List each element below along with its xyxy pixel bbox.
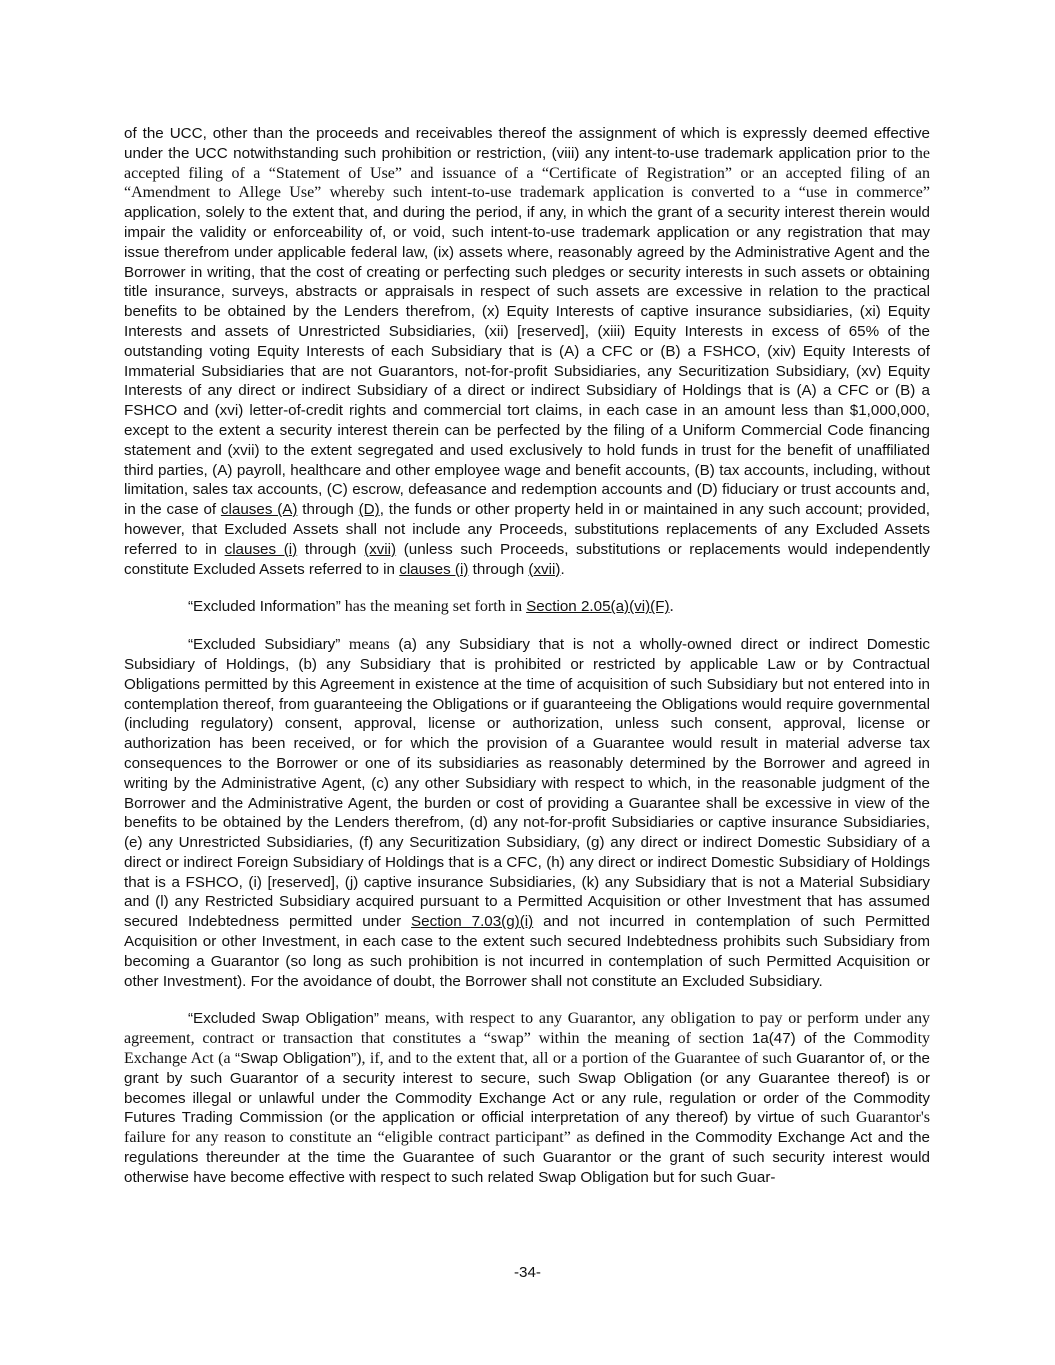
defined-term: “Excluded Information” (188, 598, 341, 616)
text: 1a(47) of the (751, 1030, 854, 1048)
text: . (560, 560, 565, 578)
clause-reference: clauses (i) (224, 540, 298, 558)
clause-reference: clauses (A) (220, 501, 298, 519)
paragraph-excluded-swap-obligation (124, 1009, 930, 1187)
text: through (297, 540, 365, 558)
text: through (468, 560, 529, 578)
text: , the funds or other property held in or maintained in any such account; provided, however, that Excluded Assets shall not include any Proceeds, substitutions replacements of any Excluded Assets referred to in (124, 501, 931, 558)
clause-reference: clauses (i) (399, 560, 469, 578)
text: Commodity Exchange Act (a (124, 1030, 931, 1068)
text: of the UCC, other than the proceeds and receivables thereof the assignment of which is expressly deemed effective under the UCC notwithstanding such prohibition or restriction, (viii) any intent-to-use trademark application prior to (124, 125, 930, 162)
section-reference: Section 7.03(g)(i) (411, 913, 534, 931)
text: has the meaning set forth in (340, 598, 527, 616)
text: such Guarantor's failure for any reason to constitute an “eligible contract participant” as (124, 1109, 930, 1147)
clause-reference: (xvii) (364, 540, 397, 558)
text: means (340, 636, 399, 654)
text: through (297, 501, 359, 519)
text: means, with respect to any Guarantor, any obligation to pay or perform under any agreement, contract or transaction that constitutes a “swap” within the meaning of section (124, 1010, 930, 1048)
text: defined in the Commodity Exchange Act and the regulations thereunder at the time the Guarantee of such Guarantor or the grant of such security interest would otherwise have become effective with respect to such related Swap Obligation but for such Guar- (124, 1129, 930, 1186)
defined-term: “Excluded Swap Obligation” (188, 1010, 379, 1028)
clause-reference: (D) (358, 501, 380, 519)
paragraph-excluded-assets-continued (124, 124, 930, 579)
text: . (669, 598, 674, 616)
text: (unless such Proceeds, substitutions or replacements would independently constitute Excluded Assets referred to in (124, 540, 930, 578)
text: ), if, and to the extent that, all or a portion of the Guarantee of such (356, 1050, 797, 1068)
section-reference: Section 2.05(a)(vi)(F) (526, 598, 670, 616)
clause-reference: (xvii) (528, 560, 561, 578)
paragraph-excluded-subsidiary (124, 635, 930, 991)
text: and not incurred in contemplation of such Permitted Acquisition or other Investment, in each case to the extent such secured Indebtedness prohibits such Subsidiary from becoming a Guarantor (so long as such prohibition is not incurred in contemplation of such Permitted Acquisition or other Investment). For the avoidance of doubt, the Borrower shall not constitute an Excluded Subsidiary. (124, 913, 930, 990)
text: application, solely to the extent that, and during the period, if any, in which the grant of a security interest therein would impair the validity or enforceability of, or void, such intent-to-use trademark application or any registration that may issue therefrom under applicable federal law, (ix) assets where, reasonably agreed by the Administrative Agent and the Borrower in writing, that the cost of creating or perfecting such pledges or security interests in such assets or obtaining title insurance, surveys, abstracts or appraisals in respect of such assets are excessive in relation to the practical benefits to be obtained by the Lenders therefrom, (x) Equity Interests of captive insurance subsidiaries, (xi) Equity Interests and assets of Unrestricted Subsidiaries, (xii) [reserved], (xiii) Equity Interests in excess of 65% of the outstanding voting Equity Interests of each Subsidiary that is (A) a CFC or (B) a FSHCO, (xiv) Equity Interests of Immaterial Subsidiaries that are not Guarantors, not-for-profit Subsidiaries, any Securitization Subsidiary, (xv) Equity Interests of any direct or indirect Subsidiary of a direct or indirect Subsidiary of Holdings that is (A) a CFC or (B) a FSHCO and (xvi) letter-of-credit rights and commercial tort claims, in each case in an amount less than $1,000,000, except to the extent a security interest therein can be perfected by the filing of a Uniform Commercial Code financing statement and (xvii) to the extent segregated and used exclusively to hold funds in trust for the benefit of unaffiliated third parties, (A) payroll, healthcare and other employee wage and benefit accounts, (B) tax accounts, including, without limitation, sales tax accounts, (C) escrow, defeasance and redemption accounts and (D) fiduciary or trust accounts and, in the case of (124, 204, 930, 519)
defined-term: “Swap Obligation” (235, 1050, 357, 1068)
document-page (124, 124, 930, 1188)
text: (a) any Subsidiary that is not a wholly-owned direct or indirect Domestic Subsidiary of Holdings, (b) any Subsidiary that is prohibited or restricted by applicable Law or by Contractual Obligations permitted by this Agreement in existence at the time of acquisition of such Subsidiary but not entered into in contemplation thereof, from guaranteeing the Obligations or if guaranteeing the Obligations would require governmental (including regulatory) consent, approval, license or authorization, unless such consent, approval, license or authorization has been received, or for which the provision of a Guarantee would result in material adverse tax consequences to the Borrower or one of its subsidiaries as reasonably determined by the Borrower and agreed in writing by the Administrative Agent, (c) any other Subsidiary with respect to which, in the reasonable judgment of the Borrower and the Administrative Agent, the burden or cost of providing a Guarantee shall be excessive in view of the benefits to be obtained by the Lenders therefrom, (d) any not-for-profit Subsidiaries or captive insurance Subsidiaries, (e) any Unrestricted Subsidiaries, (f) any Securitization Subsidiary, (g) any direct or indirect Domestic Subsidiary of a direct or indirect Foreign Subsidiary of Holdings that is a CFC, (h) any direct or indirect Domestic Subsidiary of Holdings that is a FSHCO, (i) [reserved], (j) captive insurance Subsidiaries, (k) any Subsidiary that is not a Material Subsidiary and (l) any Restricted Subsidiary acquired pursuant to a Permitted Acquisition or other Investment that has assumed secured Indebtedness permitted under (124, 636, 930, 931)
paragraph-excluded-information (124, 597, 930, 617)
text: the accepted filing of a “Statement of Use” and issuance of a “Certificate of Registration” or an accepted filing of an “Amendment to Allege Use” whereby such intent-to-use trademark application is converted to a “use in commerce” (124, 144, 930, 202)
defined-term: “Excluded Subsidiary” (188, 636, 341, 654)
page-number: -34- (513, 1264, 541, 1281)
text: Guarantor of, or the grant by such Guarantor of a security interest to secure, such Swap Obligation (or any Guarantee thereof) is or becomes illegal or unlawful under the Commodity Exchange Act or any rule, regulation or order of the Commodity Futures Trading Commission (or the application or official interpretation of any thereof) by virtue of (124, 1050, 930, 1127)
